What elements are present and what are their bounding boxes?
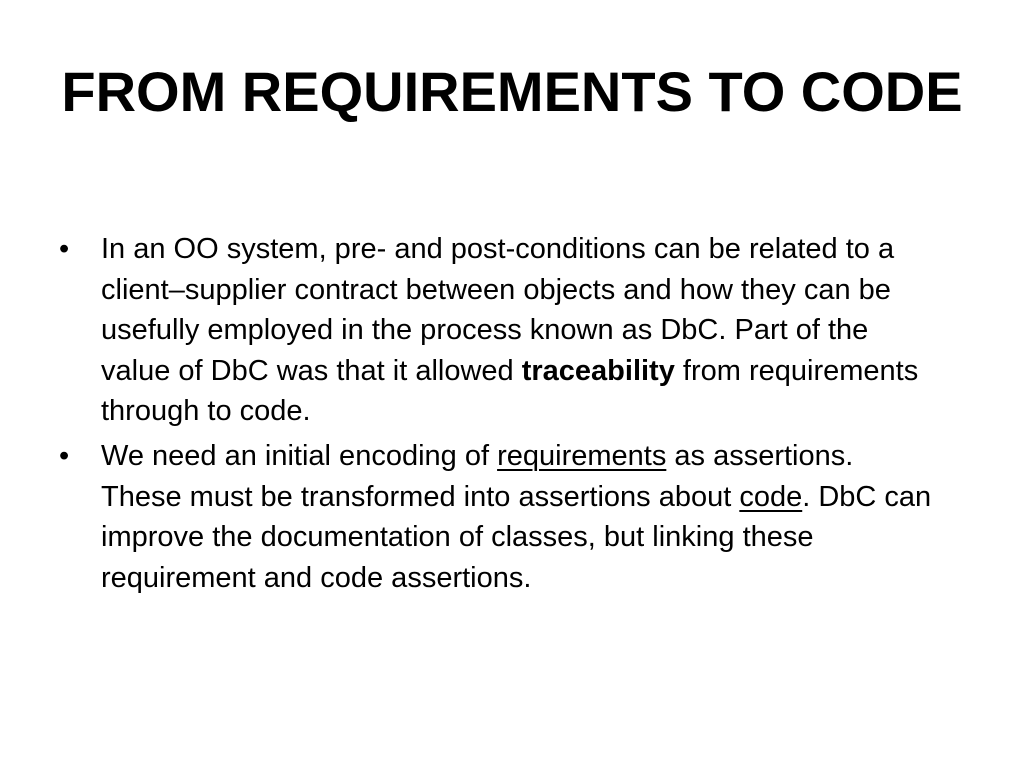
bullet-text-end: . DbC can improve the documentation of classes, but linking these requirement and code assertions. — [101, 480, 932, 594]
bullet-item-encoding — [0, 436, 937, 598]
bullet-item-traceability — [0, 229, 937, 432]
bullet-text-end: from requirements through to code. — [101, 354, 919, 428]
slide-title: FROM REQUIREMENTS TO CODE — [61, 60, 963, 123]
traceability-term: traceability — [521, 354, 675, 387]
bullet-marker: • — [59, 233, 70, 265]
code-term: code — [739, 480, 803, 513]
bullet-text-start: We need an initial encoding of — [101, 439, 498, 472]
bullet-text-start: In an OO system, pre- and post-conditions can be related to a client–supplier contract between objects and how they can be usefully employed in the process known as DbC. Part of the value of DbC was that it allowed — [101, 233, 895, 387]
bullet-text-middle: as assertions. These must be transformed into assertions about — [101, 439, 854, 513]
bullet-list — [0, 229, 937, 598]
requirements-term: requirements — [497, 439, 667, 472]
bullet-marker: • — [59, 439, 70, 472]
